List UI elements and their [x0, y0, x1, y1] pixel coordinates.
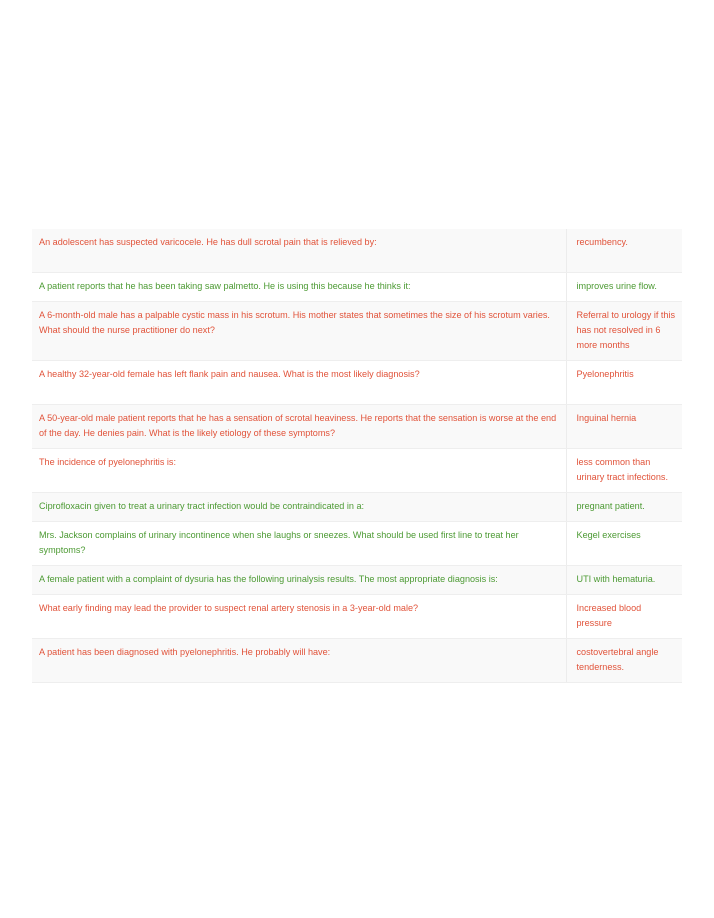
answer-cell: Increased blood pressure — [566, 595, 682, 639]
question-cell: Mrs. Jackson complains of urinary incontinence when she laughs or sneezes. What should be used first line to treat her symptoms? — [32, 522, 566, 566]
question-cell: A female patient with a complaint of dysuria has the following urinalysis results. The most appropriate diagnosis is: — [32, 566, 566, 595]
answer-cell: Pyelonephritis — [566, 361, 682, 405]
answer-cell: less common than urinary tract infections. — [566, 449, 682, 493]
table-row — [32, 449, 682, 493]
answer-cell: UTI with hematuria. — [566, 566, 682, 595]
question-cell: An adolescent has suspected varicocele. He has dull scrotal pain that is relieved by: — [32, 229, 566, 273]
question-cell: A 50-year-old male patient reports that he has a sensation of scrotal heaviness. He reports that the sensation is worse at the end of the day. He denies pain. What is the likely etiology of these symptoms? — [32, 405, 566, 449]
table-row — [32, 302, 682, 361]
answer-cell: Kegel exercises — [566, 522, 682, 566]
answer-cell: Referral to urology if this has not resolved in 6 more months — [566, 302, 682, 361]
question-cell: A 6-month-old male has a palpable cystic mass in his scrotum. His mother states that sometimes the size of his scrotum varies. What should the nurse practitioner do next? — [32, 302, 566, 361]
answer-cell: recumbency. — [566, 229, 682, 273]
answer-cell: costovertebral angle tenderness. — [566, 639, 682, 683]
table-row — [32, 522, 682, 566]
table-row — [32, 639, 682, 683]
answer-cell: Inguinal hernia — [566, 405, 682, 449]
question-cell: A patient reports that he has been taking saw palmetto. He is using this because he thinks it: — [32, 273, 566, 302]
question-cell: The incidence of pyelonephritis is: — [32, 449, 566, 493]
answer-cell: improves urine flow. — [566, 273, 682, 302]
table-row — [32, 493, 682, 522]
qa-table — [32, 229, 682, 683]
table-row — [32, 566, 682, 595]
question-cell: A patient has been diagnosed with pyelonephritis. He probably will have: — [32, 639, 566, 683]
question-cell: A healthy 32-year-old female has left flank pain and nausea. What is the most likely diagnosis? — [32, 361, 566, 405]
table-row — [32, 229, 682, 273]
question-cell: What early finding may lead the provider to suspect renal artery stenosis in a 3-year-old male? — [32, 595, 566, 639]
table-row — [32, 595, 682, 639]
question-cell: Ciprofloxacin given to treat a urinary tract infection would be contraindicated in a: — [32, 493, 566, 522]
table-row — [32, 361, 682, 405]
table-row — [32, 405, 682, 449]
table-row — [32, 273, 682, 302]
answer-cell: pregnant patient. — [566, 493, 682, 522]
